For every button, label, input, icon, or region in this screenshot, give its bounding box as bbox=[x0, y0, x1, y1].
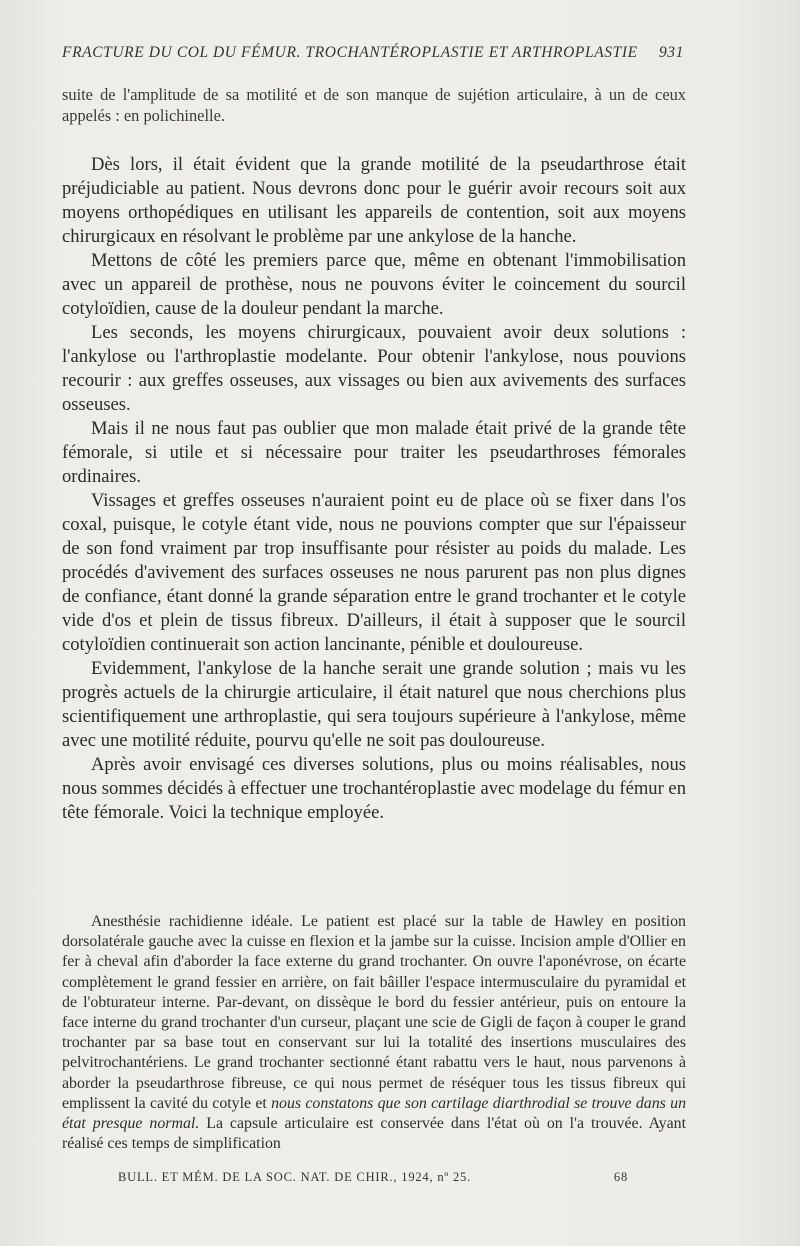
technique-text-continued: La capsule articulaire est conservée dans l'état où on l'a trouvée. Ayant réalisé ces temps de simplification bbox=[62, 1115, 686, 1153]
technique-section bbox=[62, 912, 686, 1154]
technique-paragraph bbox=[62, 912, 686, 1154]
paragraph: Evidemment, l'ankylose de la hanche serait une grande solution ; mais vu les progrès actuels de la chirurgie articulaire, il était naturel que nous cherchions plus scientifiquement une arthroplastie, qui sera toujours supérieure à l'ankylose, même avec une motilité réduite, pourvu qu'elle ne soit pas douloureuse. bbox=[62, 658, 686, 751]
paragraph: Après avoir envisagé ces diverses solutions, plus ou moins réalisables, nous nous sommes décidés à effectuer une trochantéroplastie avec modelage du fémur en tête fémorale. Voici la technique employée. bbox=[62, 754, 686, 823]
main-text bbox=[62, 84, 686, 825]
paragraph-continuation: suite de l'amplitude de sa motilité et de son manque de sujétion articulaire, à un de ceux appelés : en polichinelle. bbox=[62, 85, 686, 125]
paragraph: Mais il ne nous faut pas oublier que mon malade était privé de la grande tête fémorale, si utile et si nécessaire pour traiter les pseudarthroses fémorales ordinaires. bbox=[62, 418, 686, 487]
technique-italic-text: nous constatons que son cartilage diarthrodial se trouve dans un état presque normal. bbox=[62, 1094, 687, 1133]
paragraph: Dès lors, il était évident que la grande motilité de la pseudarthrose était préjudiciable au patient. Nous devrons donc pour le guérir avoir recours soit aux moyens orthopédiques en utilisant les appareils de contention, soit aux moyens chirurgicaux en résolvant le problème par une ankylose de la hanche. bbox=[62, 154, 686, 247]
sheet-number: 68 bbox=[613, 1170, 628, 1184]
technique-text: Anesthésie rachidienne idéale. Le patient est placé sur la table de Hawley en position dorsolatérale gauche avec la cuisse en flexion et la jambe sur la cuisse. Incision ample d'Ollier en fer à cheval afin d'aborder la face externe du grand trochanter. On ouvre l'aponévrose, on écarte complètement le grand fessier en arrière, on fait bâiller l'espace intermusculaire du pyramidal et de l'obturateur interne. Par-devant, on dissèque le bord du fessier antérieur, puis on entoure la face interne du grand trochanter d'un curseur, plaçant une scie de Gigli de façon à couper le grand trochanter par sa base tout en conservant sur lui la totalité des insertions musculaires des pelvitrochantériens. Le grand trochanter sectionné étant rabattu vers le haut, nous parvenons à aborder la pseudarthrose fibreuse, ce qui nous permet de réséquer tous les tissus fibreux qui emplissent la cavité du cotyle et bbox=[62, 913, 686, 1112]
page-footer bbox=[118, 1170, 628, 1185]
journal-citation: BULL. ET MÉM. DE LA SOC. NAT. DE CHIR., 1924, nº 25. bbox=[118, 1170, 472, 1184]
running-title: FRACTURE DU COL DU FÉMUR. TROCHANTÉROPLASTIE ET ARTHROPLASTIE bbox=[62, 44, 638, 61]
page-number: 931 bbox=[658, 44, 684, 61]
paragraph: Mettons de côté les premiers parce que, même en obtenant l'immobilisation avec un appareil de prothèse, nous ne pouvons éviter le coincement du sourcil cotyloïdien, cause de la douleur pendant la marche. bbox=[62, 250, 686, 319]
paragraph: Vissages et greffes osseuses n'auraient point eu de place où se fixer dans l'os coxal, puisque, le cotyle étant vide, nous ne pouvions compter que sur l'épaisseur de son fond vraiment par trop insuffisante pour résister au poids du malade. Les procédés d'avivement des surfaces osseuses ne nous parurent pas non plus dignes de confiance, étant donné la grande séparation entre le grand trochanter et le cotyle vide d'os et plein de tissus fibreux. D'ailleurs, il était à supposer que le sourcil cotyloïdien continuerait son action lancinante, pénible et douloureuse. bbox=[62, 490, 686, 655]
paragraph: Les seconds, les moyens chirurgicaux, pouvaient avoir deux solutions : l'ankylose ou l'arthroplastie modelante. Pour obtenir l'ankylose, nous pouvions recourir : aux greffes osseuses, aux vissages ou bien aux avivements des surfaces osseuses. bbox=[62, 322, 686, 415]
running-header bbox=[62, 44, 684, 62]
